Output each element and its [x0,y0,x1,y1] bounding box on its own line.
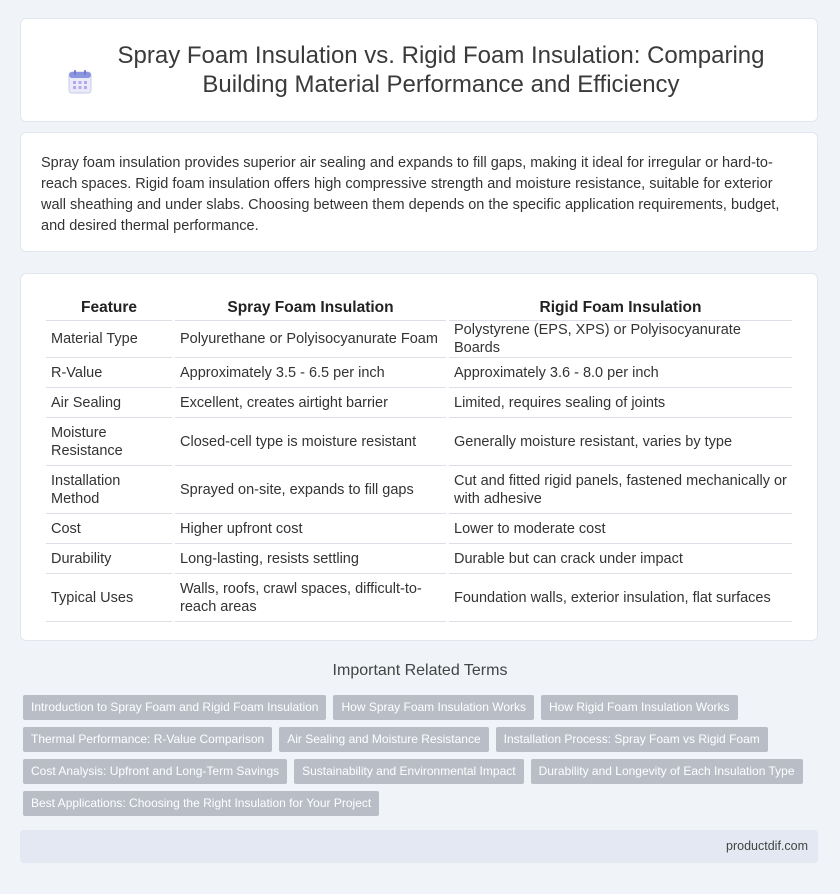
intro-card [20,132,818,252]
table-row [46,466,792,514]
table-row [46,514,792,544]
feature-cell: Cost [46,514,172,544]
feature-cell: Durability [46,544,172,574]
header-card [20,18,818,122]
table-header-row [46,296,792,321]
feature-cell: Moisture Resistance [46,418,172,466]
spray-foam-cell: Sprayed on-site, expands to fill gaps [175,466,446,514]
calendar-icon [67,69,93,95]
table-row [46,574,792,622]
footer [20,830,818,863]
spray-foam-cell: Excellent, creates airtight barrier [175,388,446,418]
feature-cell: Typical Uses [46,574,172,622]
table-row [46,418,792,466]
related-term-tag[interactable]: Best Applications: Choosing the Right Insulation for Your Project [23,791,379,816]
table-row [46,544,792,574]
feature-cell: R-Value [46,358,172,388]
related-term-tag[interactable]: Cost Analysis: Upfront and Long-Term Savings [23,759,287,784]
spray-foam-cell: Long-lasting, resists settling [175,544,446,574]
related-term-tag[interactable]: Air Sealing and Moisture Resistance [279,727,488,752]
header-spray-foam: Spray Foam Insulation [175,296,446,321]
feature-cell: Air Sealing [46,388,172,418]
spray-foam-cell: Approximately 3.5 - 6.5 per inch [175,358,446,388]
rigid-foam-cell: Limited, requires sealing of joints [449,388,792,418]
intro-text: Spray foam insulation provides superior air sealing and expands to fill gaps, making it ideal for irregular or hard-to-reach spaces. Rigid foam insulation offers high compressive strength and moisture resistance, suitable for exterior wall sheathing and under slabs. Choosing between them depends on the specific application requirements, budget, and desired thermal performance. [41,155,780,234]
related-term-tag[interactable]: Introduction to Spray Foam and Rigid Foam Insulation [23,695,326,720]
rigid-foam-cell: Approximately 3.6 - 8.0 per inch [449,358,792,388]
comparison-table [43,296,795,622]
rigid-foam-cell: Cut and fitted rigid panels, fastened mechanically or with adhesive [449,466,792,514]
related-term-tag[interactable]: How Rigid Foam Insulation Works [541,695,738,720]
table-row [46,321,792,358]
related-terms-title: Important Related Terms [332,662,508,679]
related-term-tag[interactable]: Sustainability and Environmental Impact [294,759,523,784]
rigid-foam-cell: Lower to moderate cost [449,514,792,544]
spray-foam-cell: Walls, roofs, crawl spaces, difficult-to-reach areas [175,574,446,622]
header-feature: Feature [46,296,172,321]
spray-foam-cell: Polyurethane or Polyisocyanurate Foam [175,321,446,358]
related-term-tag[interactable]: Thermal Performance: R-Value Comparison [23,727,272,752]
related-term-tag[interactable]: Installation Process: Spray Foam vs Rigid Foam [496,727,768,752]
table-row [46,388,792,418]
spray-foam-cell: Higher upfront cost [175,514,446,544]
related-terms-list [23,695,823,816]
related-term-tag[interactable]: Durability and Longevity of Each Insulation Type [531,759,803,784]
rigid-foam-cell: Durable but can crack under impact [449,544,792,574]
rigid-foam-cell: Generally moisture resistant, varies by type [449,418,792,466]
footer-site-link[interactable]: productdif.com [726,839,808,853]
feature-cell: Installation Method [46,466,172,514]
feature-cell: Material Type [46,321,172,358]
spray-foam-cell: Closed-cell type is moisture resistant [175,418,446,466]
rigid-foam-cell: Foundation walls, exterior insulation, flat surfaces [449,574,792,622]
table-row [46,358,792,388]
related-term-tag[interactable]: How Spray Foam Insulation Works [333,695,534,720]
page-title: Spray Foam Insulation vs. Rigid Foam Insulation: Comparing Building Material Performance and Efficiency [117,42,765,98]
title-wrap [67,41,771,99]
rigid-foam-cell: Polystyrene (EPS, XPS) or Polyisocyanurate Boards [449,321,792,358]
header-rigid-foam: Rigid Foam Insulation [449,296,792,321]
comparison-table-card [20,273,818,641]
